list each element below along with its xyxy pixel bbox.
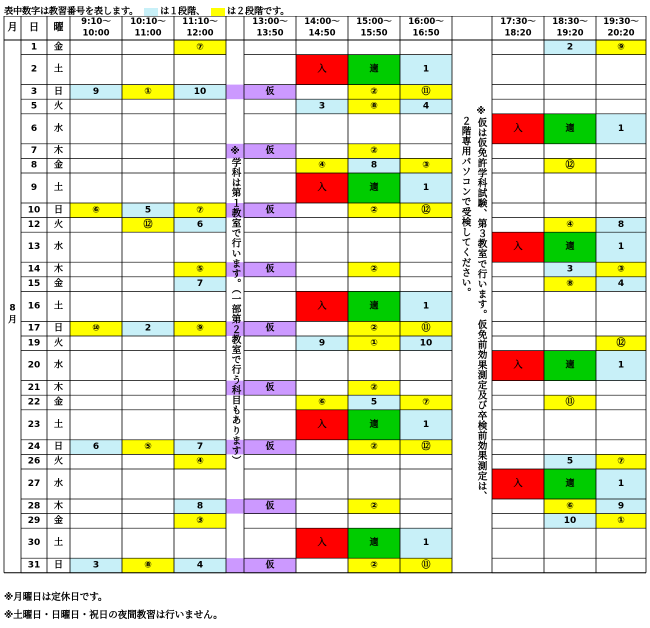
row-weekday: 木	[53, 264, 64, 275]
row-day: 28	[27, 501, 41, 512]
time-slot-start: 14:00～	[304, 17, 340, 27]
lesson-label: 適	[369, 64, 379, 75]
row-weekday: 火	[53, 219, 64, 230]
lesson-label: ①	[144, 86, 152, 97]
lesson-label: 入	[513, 360, 523, 371]
row-weekday: 土	[53, 419, 64, 430]
row-day: 20	[27, 360, 41, 371]
col-header-month: 月	[7, 22, 18, 34]
lesson-label: 適	[369, 538, 379, 549]
lesson-label: ⑨	[617, 42, 625, 53]
lesson-label: 入	[513, 479, 523, 489]
stage2-swatch	[211, 8, 225, 16]
time-slot-start: 11:10～	[182, 17, 218, 27]
lesson-label: ②	[370, 86, 378, 97]
lesson-label: ⑤	[144, 442, 152, 453]
lesson-label: 入	[317, 301, 327, 312]
time-slot-end: 16:50	[412, 28, 440, 39]
lesson-label: ⑥	[92, 205, 100, 216]
note-exam-room-1: ※仮は仮免許学科試験、第３教室で行います。仮免前効果測定及び卒検前効果測定は、	[475, 106, 487, 502]
row-weekday: 土	[53, 538, 64, 549]
col-header-weekday: 曜	[53, 22, 64, 34]
time-slot-end: 18:20	[504, 28, 532, 39]
lesson-label: ⑥	[566, 501, 574, 512]
lesson-label: 適	[369, 419, 379, 430]
lesson-label: 適	[565, 123, 575, 134]
row-weekday: 日	[53, 560, 64, 571]
lesson-label: 10	[419, 338, 433, 349]
lesson-label: 1	[617, 123, 625, 134]
lesson-label: ①	[370, 338, 378, 349]
time-slot-end: 20:20	[607, 28, 635, 39]
row-day: 19	[27, 338, 41, 349]
row-weekday: 日	[53, 323, 64, 334]
col-header-day: 日	[29, 22, 39, 34]
lesson-label: 2	[566, 42, 574, 53]
row-weekday: 日	[53, 442, 64, 453]
row-weekday: 木	[53, 146, 64, 157]
lesson-label: 9	[318, 338, 326, 349]
lesson-label: 5	[144, 205, 152, 216]
row-day: 9	[30, 183, 38, 193]
lesson-label: ⑫	[421, 442, 431, 453]
lesson-label: ②	[370, 146, 378, 157]
lesson-label: ⑧	[566, 279, 574, 290]
row-weekday: 火	[53, 101, 64, 112]
footer-note-monday: ※月曜日は定休日です。	[4, 592, 108, 603]
note-lecture-room: ※学科は第１教室で行います。（一部第２教室で行う科目もあります）	[229, 146, 241, 466]
lesson-label: 1	[422, 64, 430, 75]
lesson-label: 入	[317, 64, 327, 75]
lesson-label: ⑫	[565, 160, 575, 171]
lesson-label: 適	[565, 360, 575, 371]
lesson-label: 4	[422, 101, 430, 112]
footer-note-weekend: ※土曜日・日曜日・祝日の夜間教習は行いません。	[4, 610, 223, 621]
note-exam-room-2: ２階専用パソコンで受検してください。	[459, 116, 471, 298]
lesson-label: ⑫	[143, 219, 153, 230]
row-weekday: 金	[53, 279, 64, 290]
lesson-label: ⑥	[318, 397, 326, 408]
lesson-cell	[226, 558, 296, 573]
row-weekday: 土	[53, 301, 64, 312]
lesson-label: ⑦	[617, 456, 625, 467]
lesson-label: 1	[617, 360, 625, 371]
lesson-label: ⑩	[92, 323, 100, 334]
lesson-label: 1	[617, 242, 625, 253]
lesson-label: ②	[370, 560, 378, 571]
month-label-unit: 月	[7, 315, 18, 326]
time-slot-end: 15:50	[360, 28, 388, 39]
lesson-label: 10	[563, 515, 577, 526]
lesson-label: 4	[617, 279, 625, 290]
row-weekday: 日	[53, 205, 64, 216]
lesson-cell	[226, 85, 296, 100]
lesson-label: ④	[196, 456, 204, 467]
lesson-label: ⑦	[196, 205, 204, 216]
lesson-label: 5	[566, 456, 574, 467]
row-weekday: 火	[53, 338, 64, 349]
lesson-label: 2	[144, 323, 152, 334]
row-weekday: 水	[53, 479, 64, 489]
lesson-label: ⑨	[196, 323, 204, 334]
lesson-label: ⑦	[196, 42, 204, 53]
row-weekday: 金	[53, 397, 64, 408]
lesson-label: ②	[370, 323, 378, 334]
lesson-label: 3	[92, 560, 100, 571]
lesson-label: 1	[422, 301, 430, 312]
row-day: 14	[27, 264, 41, 275]
row-weekday: 水	[53, 123, 64, 134]
lesson-label: ④	[318, 160, 326, 171]
lesson-label: 仮	[265, 323, 275, 334]
time-slot-start: 17:30～	[500, 17, 536, 27]
lesson-label: ⑦	[422, 397, 430, 408]
time-slot-end: 13:50	[256, 28, 284, 39]
row-day: 30	[27, 538, 41, 549]
time-slot-end: 14:50	[308, 28, 336, 39]
row-day: 24	[27, 442, 41, 453]
row-weekday: 木	[53, 501, 64, 512]
row-day: 23	[27, 419, 41, 430]
lesson-label: 1	[422, 419, 430, 430]
schedule-table	[0, 16, 650, 580]
time-slot-start: 18:30～	[552, 17, 588, 27]
lesson-label: 適	[565, 242, 575, 253]
lesson-label: ②	[370, 501, 378, 512]
month-label-number: 8	[9, 303, 16, 314]
lesson-label: 仮	[265, 86, 275, 97]
row-day: 10	[27, 205, 41, 216]
time-slot-end: 12:00	[186, 28, 214, 39]
lesson-label: 仮	[265, 560, 275, 571]
row-weekday: 金	[53, 160, 64, 171]
row-day: 5	[30, 101, 38, 112]
lesson-label: 10	[193, 86, 207, 97]
lesson-label: 4	[196, 560, 204, 571]
row-day: 21	[27, 382, 41, 393]
lesson-label: 仮	[265, 501, 275, 512]
time-slot-start: 10:10～	[130, 17, 166, 27]
lesson-label: 適	[565, 479, 575, 489]
legend-header	[4, 3, 289, 17]
lesson-label: 8	[617, 219, 625, 230]
row-day: 2	[30, 64, 38, 75]
row-weekday: 火	[53, 456, 64, 467]
lesson-label: 9	[92, 86, 100, 97]
row-weekday: 水	[53, 242, 64, 253]
row-day: 8	[30, 160, 38, 171]
time-slot-start: 19:30～	[603, 17, 639, 27]
row-day: 1	[30, 42, 38, 53]
row-weekday: 水	[53, 360, 64, 371]
lesson-label: 1	[422, 183, 430, 193]
lesson-label: 1	[422, 538, 430, 549]
time-slot-start: 9:10～	[81, 17, 111, 27]
stage1-swatch	[144, 8, 158, 16]
lesson-label: 8	[370, 160, 378, 171]
legend-text-2: は１段階、	[160, 6, 206, 17]
lesson-label: 入	[513, 242, 523, 253]
lesson-label: ③	[617, 264, 625, 275]
lesson-label: ⑫	[616, 338, 626, 349]
row-day: 26	[27, 456, 41, 467]
lesson-label: 6	[196, 219, 204, 230]
row-day: 22	[27, 397, 41, 408]
lesson-label: 仮	[265, 146, 275, 157]
legend-text-1: 表中数字は教習番号を表します。	[4, 6, 139, 17]
lesson-label: ②	[370, 264, 378, 275]
lesson-label: ②	[370, 205, 378, 216]
lesson-label: 仮	[265, 382, 275, 393]
lesson-label: ③	[422, 160, 430, 171]
row-day: 3	[30, 86, 38, 97]
row-weekday: 木	[53, 382, 64, 393]
lesson-label: ①	[617, 515, 625, 526]
time-slot-start: 15:00～	[356, 17, 392, 27]
row-weekday: 金	[53, 42, 64, 53]
lesson-label: ⑪	[421, 560, 431, 571]
row-weekday: 金	[53, 515, 64, 526]
row-day: 31	[27, 560, 41, 571]
lesson-label: 入	[317, 183, 327, 193]
time-slot-end: 10:00	[82, 28, 110, 39]
row-weekday: 日	[53, 86, 64, 97]
lesson-label: 5	[370, 397, 378, 408]
legend-text-3: は２段階です。	[227, 6, 290, 17]
row-day: 12	[27, 219, 41, 230]
lesson-label: 適	[369, 183, 379, 193]
lesson-label: 仮	[265, 264, 275, 275]
lesson-label: ④	[566, 219, 574, 230]
time-slot-end: 19:20	[556, 28, 584, 39]
lesson-label: ⑧	[144, 560, 152, 571]
lesson-label: 8	[196, 501, 204, 512]
row-day: 17	[27, 323, 41, 334]
lesson-label: 3	[318, 101, 326, 112]
lesson-label: 6	[92, 442, 100, 453]
row-day: 15	[27, 279, 41, 290]
lesson-label: 仮	[265, 442, 275, 453]
lesson-label: 入	[317, 538, 327, 549]
row-day: 6	[30, 123, 38, 134]
lesson-label: 1	[617, 479, 625, 489]
lesson-label: 適	[369, 301, 379, 312]
lesson-cell	[226, 499, 296, 514]
row-weekday: 土	[53, 64, 64, 75]
lesson-label: 仮	[265, 205, 275, 216]
lesson-label: 3	[566, 264, 574, 275]
row-day: 29	[27, 515, 41, 526]
row-day: 27	[27, 479, 41, 489]
row-day: 7	[30, 146, 38, 157]
lesson-label: 入	[317, 419, 327, 430]
lesson-label: ⑪	[421, 323, 431, 334]
lesson-label: ⑫	[421, 205, 431, 216]
lesson-label: ②	[370, 442, 378, 453]
row-day: 16	[27, 301, 41, 312]
time-slot-start: 16:00～	[408, 17, 444, 27]
lesson-label: ⑪	[565, 397, 575, 408]
time-slot-start: 13:00～	[252, 17, 288, 27]
lesson-label: ②	[370, 382, 378, 393]
lesson-label: 7	[196, 442, 204, 453]
lesson-label: 入	[513, 123, 523, 134]
lesson-label: ③	[196, 515, 204, 526]
lesson-label: ⑤	[196, 264, 204, 275]
row-weekday: 土	[53, 183, 64, 193]
lesson-label: ⑧	[370, 101, 378, 112]
lesson-label: 7	[196, 279, 204, 290]
time-slot-end: 11:00	[134, 28, 162, 39]
row-day: 13	[27, 242, 41, 253]
lesson-label: 9	[617, 501, 625, 512]
lesson-label: ⑪	[421, 86, 431, 97]
